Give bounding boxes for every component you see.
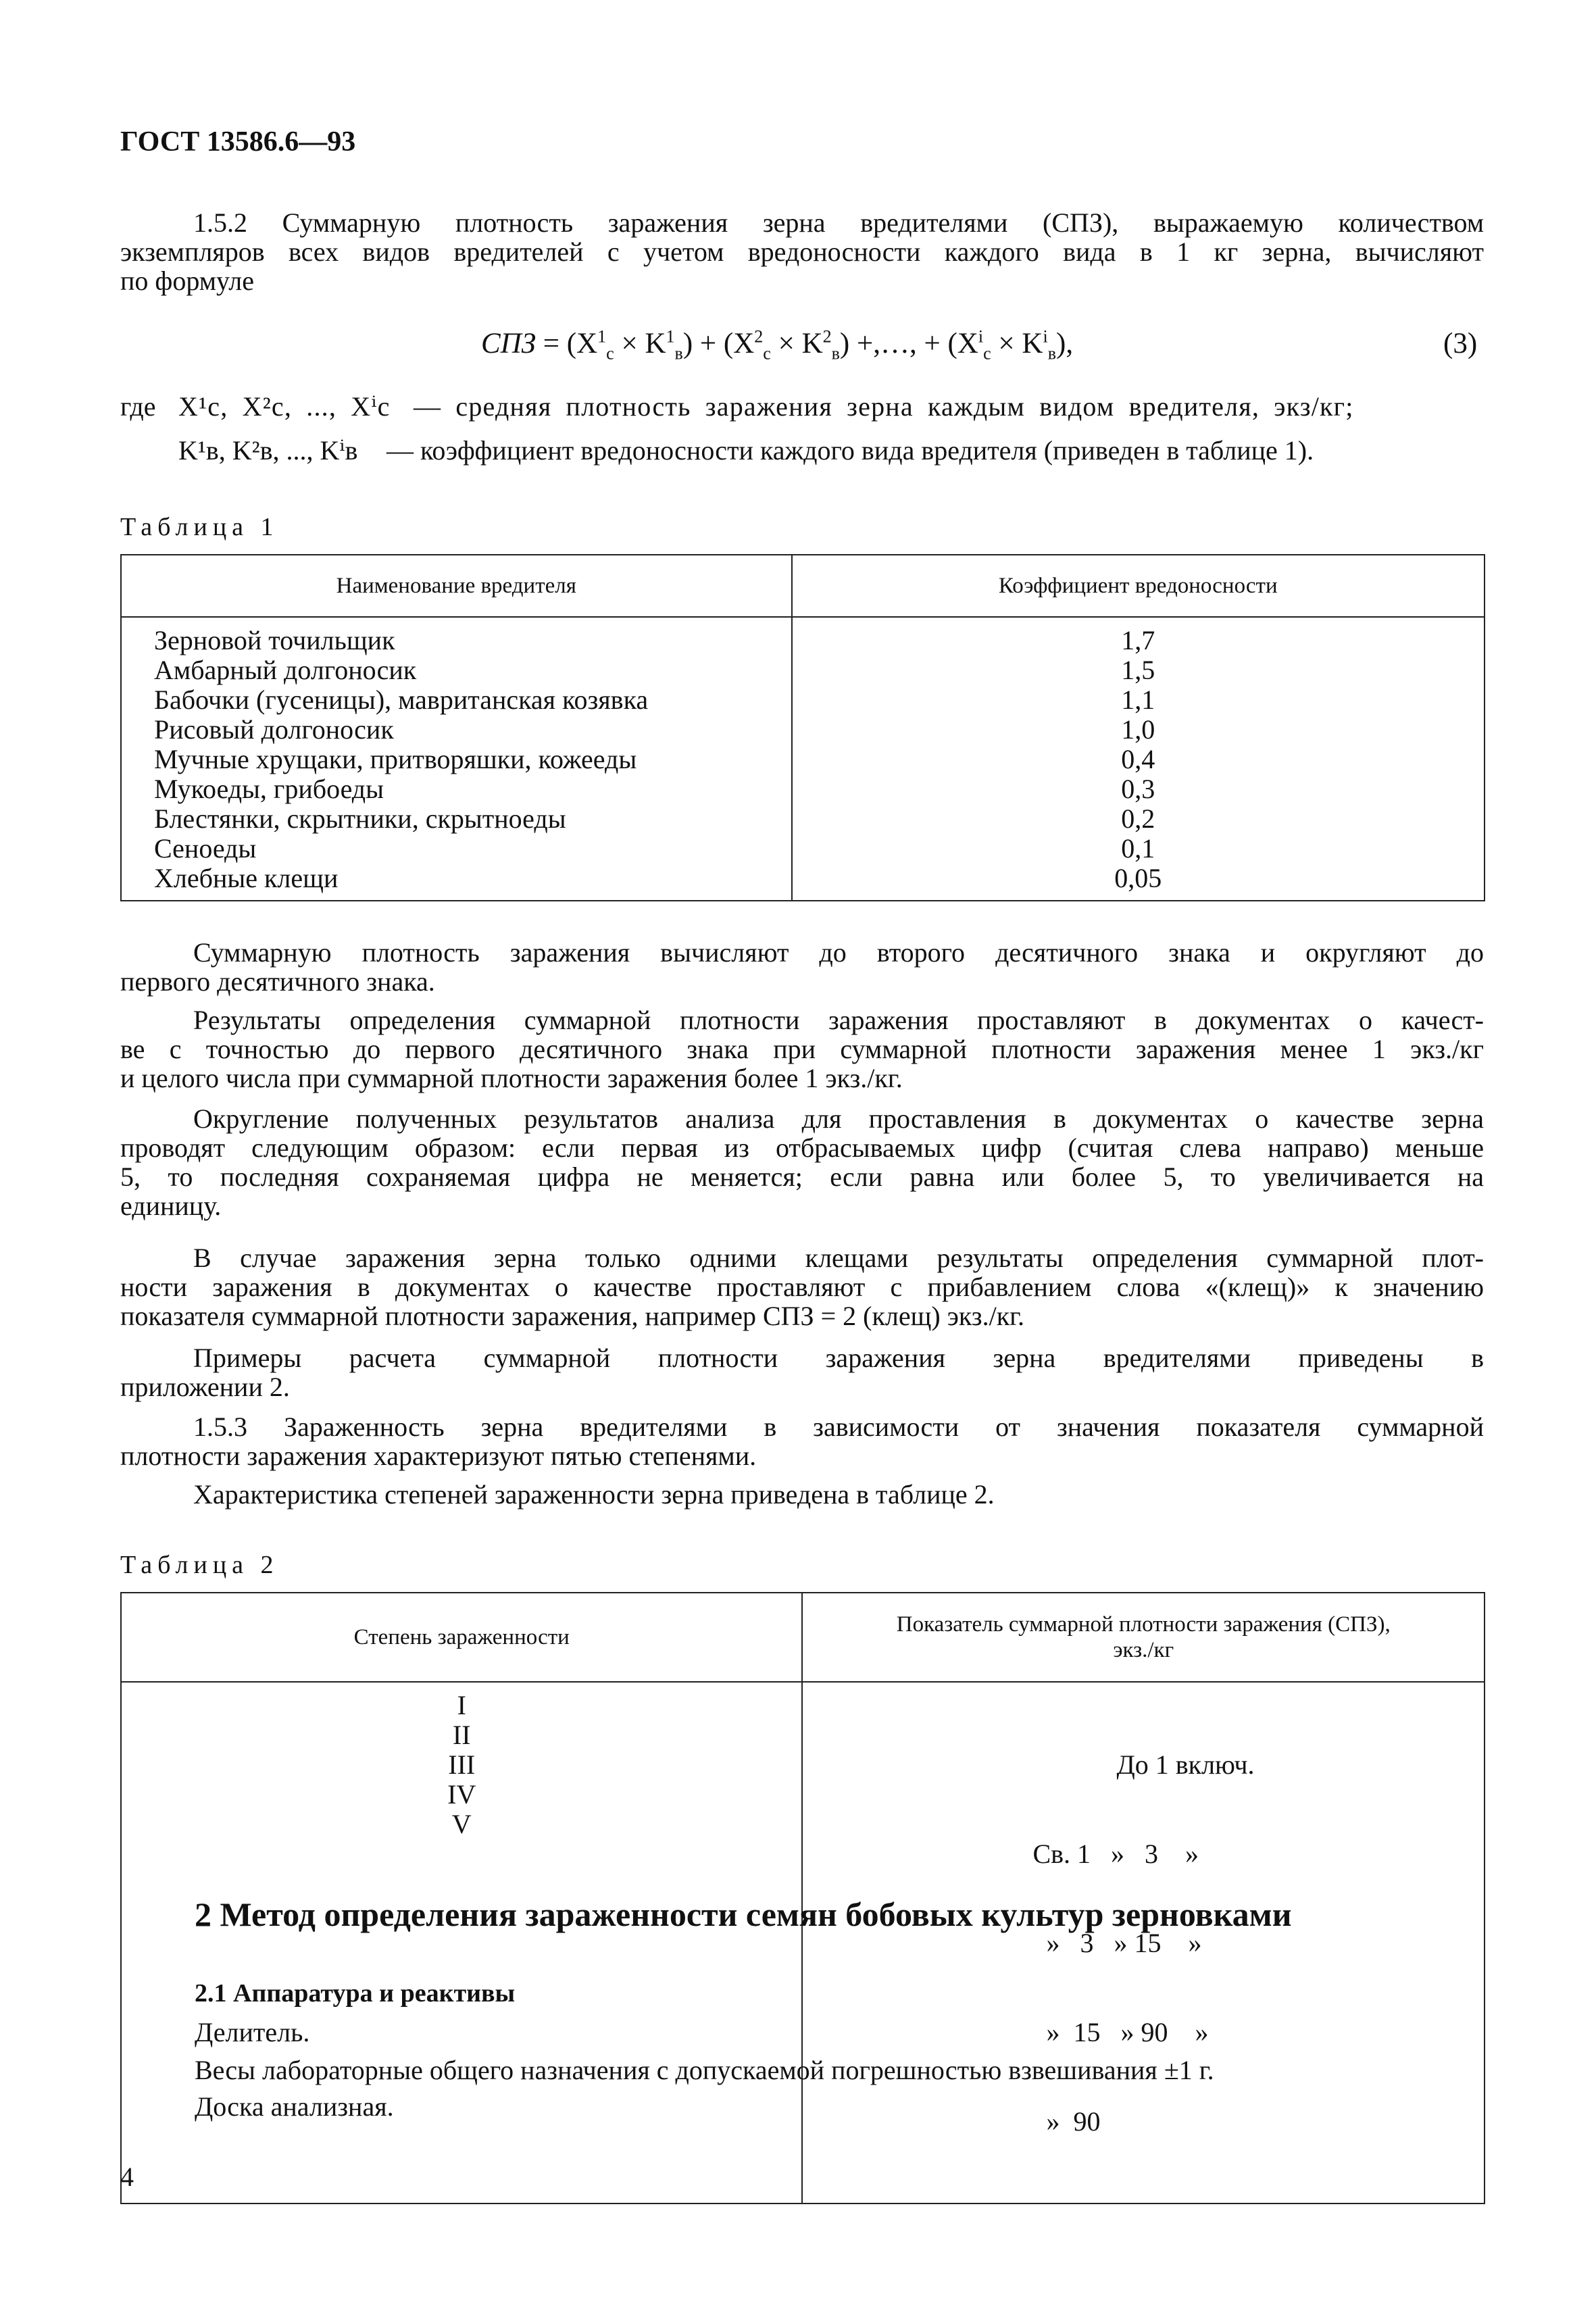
table-cell: » 3 » 15 » <box>1046 1928 1202 1958</box>
paragraph <box>120 1343 1484 1401</box>
formula-term: ), <box>1056 328 1074 359</box>
formula-sub: в <box>1047 343 1056 364</box>
header-line: Показатель суммарной плотности заражения (СПЗ), <box>896 1612 1391 1637</box>
formula-sup: i <box>978 326 984 347</box>
text-line: 1.5.3 Зараженность зерна вредителями в зависимости от значения показателя суммарной <box>193 1412 1484 1442</box>
document-header: ГОСТ 13586.6—93 <box>120 126 356 157</box>
table-1-header-name: Наименование вредителя <box>121 555 792 617</box>
paragraph <box>120 938 1484 996</box>
table-cell: II <box>452 1720 471 1750</box>
table-1-names <box>121 617 792 901</box>
table-cell: » 15 » 90 » <box>1046 2017 1209 2047</box>
text-line: экземпляров всех видов вредителей с учетом вредоносности каждого вида в 1 кг зерна, вычисляют <box>120 237 1484 267</box>
formula-term: × K <box>621 328 666 359</box>
formula-sup: 1 <box>597 326 607 347</box>
formula-sup: 2 <box>754 326 764 347</box>
table-cell: I <box>457 1690 466 1720</box>
table-cell: 0,2 <box>1121 803 1155 834</box>
formula-sub: в <box>674 343 683 364</box>
formula-sup: 1 <box>666 326 675 347</box>
where-text-2: — коэффициент вредоносности каждого вида вредителя (приведен в таблице 1). <box>386 435 1314 466</box>
table-row: Блестянки, скрытники, скрытноеды <box>154 803 566 834</box>
table-cell: IV <box>447 1779 476 1810</box>
table-cell: III <box>448 1749 476 1780</box>
text-line: проводят следующим образом: если первая из отбрасываемых цифр (считая слева направо) меньше <box>120 1132 1484 1163</box>
text-line: Примеры расчета суммарной плотности заражения зерна вредителями приведены в <box>193 1343 1484 1373</box>
table-cell: До 1 включ. <box>1116 1749 1255 1780</box>
text-line: 5, то последняя сохраняемая цифра не меняется; если равна или более 5, то увеличивается на <box>120 1162 1484 1192</box>
text-line: показателя суммарной плотности заражения, например СПЗ = 2 (клещ) экз./кг. <box>120 1301 1025 1331</box>
formula-term: × K <box>998 328 1043 359</box>
equipment-item: Доска анализная. <box>195 2091 394 2122</box>
formula-sup: 2 <box>822 326 832 347</box>
table-2-degrees <box>121 1682 802 2204</box>
text-line: приложении 2. <box>120 1372 290 1402</box>
table-row: Мучные хрущаки, притворяшки, кожееды <box>154 744 637 774</box>
paragraph <box>120 1104 1484 1220</box>
text-line: плотности заражения характеризуют пятью степенями. <box>120 1441 757 1471</box>
formula-sub: в <box>831 343 840 364</box>
formula-term: (X <box>723 328 755 359</box>
text-line: Суммарную плотность заражения вычисляют до второго десятичного знака и округляют до <box>193 937 1484 968</box>
text-line: и целого числа при суммарной плотности заражения более 1 экз./кг. <box>120 1063 903 1093</box>
table-row: Амбарный долгоносик <box>154 655 417 685</box>
header-line: экз./кг <box>1113 1638 1174 1662</box>
table-row: Мукоеды, грибоеды <box>154 774 384 804</box>
formula-term: (X <box>947 328 978 359</box>
paragraph <box>120 1005 1484 1093</box>
equipment-item: Делитель. <box>195 2017 310 2047</box>
text-line: первого десятичного знака. <box>120 966 435 997</box>
table-cell: 1,0 <box>1121 714 1155 745</box>
table-cell: 0,05 <box>1114 863 1162 893</box>
section-2-title: 2 Метод определения зараженности семян бобовых культур зерновками <box>195 1895 1292 1933</box>
equipment-item: Весы лабораторные общего назначения с допускаемой погрешностью взвешивания ±1 г. <box>195 2055 1214 2085</box>
table-row: Рисовый долгоносик <box>154 714 394 745</box>
text-line: В случае заражения зерна только одними клещами результаты определения суммарной плот- <box>193 1243 1484 1273</box>
where-prefix: где <box>120 391 156 422</box>
formula-lhs: СПЗ <box>481 328 537 359</box>
table-2-header-row <box>121 1593 1485 1682</box>
section-2-1-title: 2.1 Аппаратура и реактивы <box>195 1979 516 2008</box>
table-cell: V <box>451 1809 472 1839</box>
formula-sub: с <box>983 343 991 364</box>
formula-term: (X <box>566 328 598 359</box>
formula-sup: i <box>1043 326 1048 347</box>
text-line: Результаты определения суммарной плотности заражения проставляют в документах о качест- <box>193 1005 1484 1035</box>
formula-term: ) <box>839 328 850 359</box>
paragraph <box>120 1480 1484 1509</box>
formula-term: + <box>699 328 717 359</box>
text-line: Округление полученных результатов анализа для проставления в документах о качестве зерна <box>193 1103 1484 1134</box>
formula-sub: с <box>606 343 614 364</box>
paragraph <box>120 1243 1484 1330</box>
table-row: Бабочки (гусеницы), мавританская козявка <box>154 684 649 715</box>
formula-sub: с <box>763 343 771 364</box>
table-cell: Св. 1 » 3 » <box>1032 1839 1199 1869</box>
formula-eq: = <box>543 328 560 359</box>
formula-3 <box>0 327 1596 368</box>
table-1 <box>120 554 1485 901</box>
table-row: Хлебные клещи <box>154 863 339 893</box>
table-cell: 1,5 <box>1121 655 1155 685</box>
paragraph-1-5-2 <box>120 208 1484 295</box>
formula-term: ) <box>682 328 693 359</box>
where-vars-1: X¹с, X²с, ..., Xⁱс <box>178 391 391 422</box>
paragraph-1-5-3 <box>120 1412 1484 1470</box>
table-cell: 1,1 <box>1121 684 1155 715</box>
table-1-body <box>121 617 1485 901</box>
text-line: 1.5.2 Суммарную плотность заражения зерна вредителями (СПЗ), выражаемую количеством <box>193 207 1484 238</box>
table-1-header-coef: Коэффициент вредоносности <box>792 555 1485 617</box>
text-line: ности заражения в документах о качестве проставляют с прибавлением слова «(клещ)» к значению <box>120 1272 1484 1302</box>
table-1-header-row <box>121 555 1485 617</box>
table-2-header-index <box>802 1593 1485 1682</box>
formula-term: +,…, + <box>857 328 941 359</box>
formula-number: (3) <box>1443 328 1478 359</box>
table-cell: 0,1 <box>1121 833 1155 864</box>
table-1-values <box>792 617 1485 901</box>
table-2-header-degree: Степень зараженности <box>121 1593 802 1682</box>
text-line: по формуле <box>120 266 254 296</box>
table-1-caption: Таблица 1 <box>120 513 279 541</box>
where-vars-2: K¹в, K²в, ..., Kⁱв <box>178 435 358 466</box>
text-line: единицу. <box>120 1191 222 1221</box>
where-text-1: — средняя плотность заражения зерна каждым видом вредителя, экз/кг; <box>414 391 1354 422</box>
table-cell: » 90 <box>1046 2106 1101 2137</box>
table-row: Зерновой точильщик <box>154 625 395 655</box>
table-cell: 0,4 <box>1121 744 1155 774</box>
table-2-body <box>121 1682 1485 2204</box>
text-line: Характеристика степеней зараженности зерна приведена в таблице 2. <box>193 1479 995 1510</box>
table-cell: 1,7 <box>1121 625 1155 655</box>
page-number: 4 <box>120 2162 134 2192</box>
table-2-values <box>802 1682 1485 2204</box>
table-row: Сеноеды <box>154 833 257 864</box>
table-2-caption: Таблица 2 <box>120 1551 279 1579</box>
text-line: ве с точностью до первого десятичного знака при суммарной плотности заражения менее 1 экз./кг <box>120 1034 1484 1064</box>
formula-expression <box>481 326 1074 364</box>
formula-term: × K <box>778 328 823 359</box>
table-cell: 0,3 <box>1121 774 1155 804</box>
